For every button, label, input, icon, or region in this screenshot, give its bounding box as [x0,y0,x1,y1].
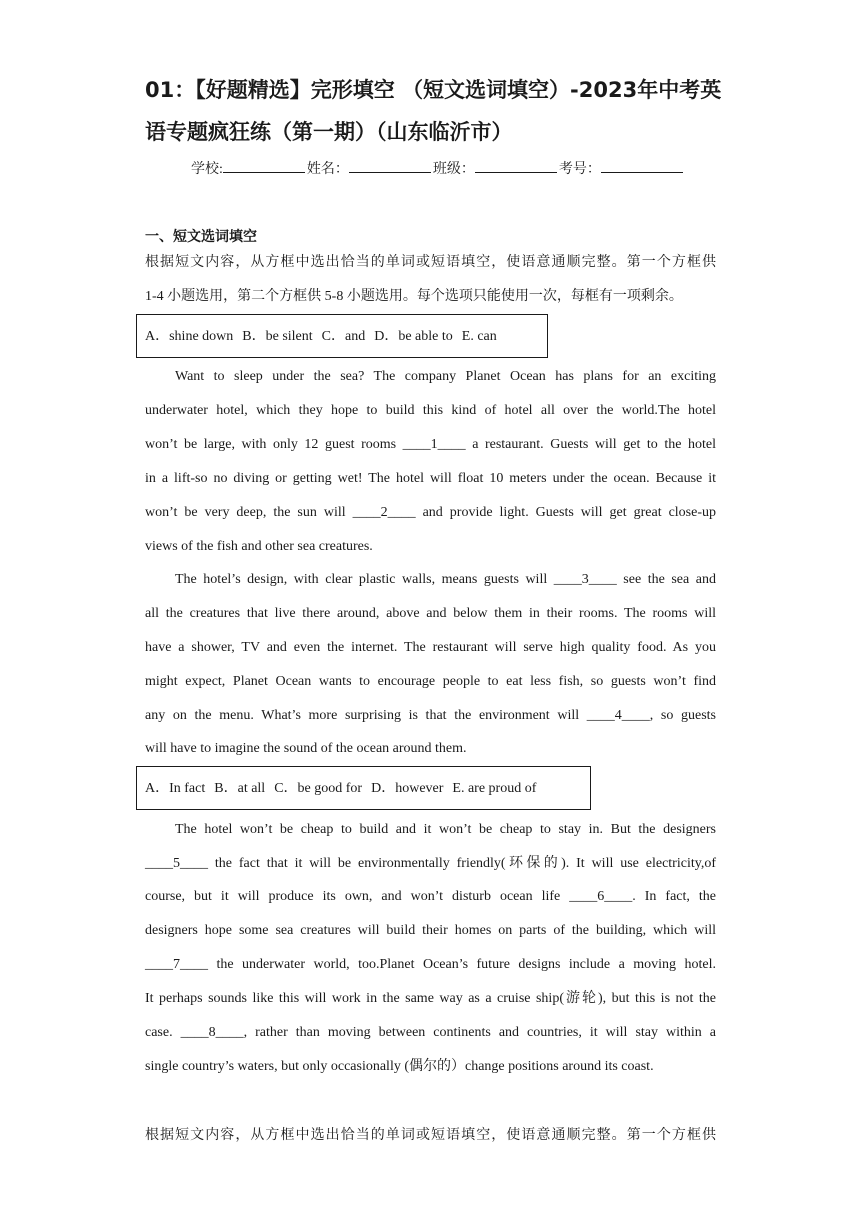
footer-instruction: 根据短文内容，从方框中选出恰当的单词或短语填空，使语意通顺完整。第一个方框供 [145,1128,716,1143]
passage-line: case. ____8____, rather than moving between continents and countries, it will stay within a [145,1025,716,1040]
number-label: 考号： [558,162,601,177]
passage-line: any on the menu. What’s more surprising is that the environment will ____4____, so guests [145,708,716,723]
passage-line: have a shower, TV and even the internet. The restaurant will serve high quality food. As you [145,640,716,655]
school-blank[interactable] [223,158,305,173]
name-label: 姓名： [306,162,349,177]
number-blank[interactable] [601,158,683,173]
passage-line: views of the fish and other sea creatures. [145,539,373,554]
passage-line: The hotel’s design, with clear plastic walls, means guests will ____3____ see the sea and [175,572,716,587]
section-heading: 一、短文选词填空 [145,229,257,245]
passage-line: underwater hotel, which they hope to build this kind of hotel all over the world.The hotel [145,403,716,418]
passage-line: Want to sleep under the sea? The company Planet Ocean has plans for an exciting [175,369,716,384]
student-info-row [191,158,685,180]
passage-line: will have to imagine the sound of the ocean around them. [145,741,467,756]
page-title-line-2: 语专题疯狂练（第一期）（山东临沂市） [145,120,513,144]
passage-line: all the creatures that live there around, above and below them in their rooms. The rooms will [145,606,716,621]
word-option: C．be good for [274,781,363,796]
passage-line: single country’s waters, but only occasionally (偶尔的）change positions around its coast. [145,1059,654,1074]
word-option: D．however [371,781,444,796]
passage-line: designers hope some sea creatures will build their homes on parts of the building, which will [145,923,716,938]
passage-line: course, but it will produce its own, and won’t disturb ocean life ____6____. In fact, the [145,889,716,904]
word-option: E. can [461,329,497,344]
passage-line: in a lift-so no diving or getting wet! The hotel will float 10 meters under the ocean. Because it [145,471,716,486]
passage-line: ____7____ the underwater world, too.Planet Ocean’s future designs include a moving hotel. [145,957,716,972]
name-blank[interactable] [349,158,431,173]
word-option: B．at all [214,781,266,796]
instruction-line: 根据短文内容，从方框中选出恰当的单词或短语填空，使语意通顺完整。第一个方框供 [145,255,716,270]
word-option: C．and [321,329,366,344]
class-blank[interactable] [475,158,557,173]
school-label: 学校: [191,162,223,177]
page-title-line-1: 01：【好题精选】完形填空 （短文选词填空）-2023年中考英 [145,78,722,102]
passage-line: It perhaps sounds like this will work in the same way as a cruise ship(游轮), but this is not the [145,991,716,1006]
word-box-2 [136,766,591,810]
passage-line: The hotel won’t be cheap to build and it won’t be cheap to stay in. But the designers [175,822,716,837]
passage-line: ____5____ the fact that it will be environmentally friendly(环保的). It will use electricity,of [145,856,716,871]
word-option: A．shine down [145,329,234,344]
word-option: E. are proud of [452,781,537,796]
word-option: D．be able to [374,329,453,344]
word-option: A．In fact [145,781,206,796]
class-label: 班级： [432,162,475,177]
passage-line: won’t be large, with only 12 guest rooms ____1____ a restaurant. Guests will get to the hotel [145,437,716,452]
passage-line: might expect, Planet Ocean wants to encourage people to eat less fish, so guests won’t find [145,674,716,689]
instruction-line: 1-4 小题选用，第二个方框供 5-8 小题选用。每个选项只能使用一次，每框有一项剩余。 [145,289,683,304]
passage-line: won’t be very deep, the sun will ____2____ and provide light. Guests will get great close-up [145,505,716,520]
word-box-1 [136,314,548,358]
word-option: B．be silent [242,329,313,344]
